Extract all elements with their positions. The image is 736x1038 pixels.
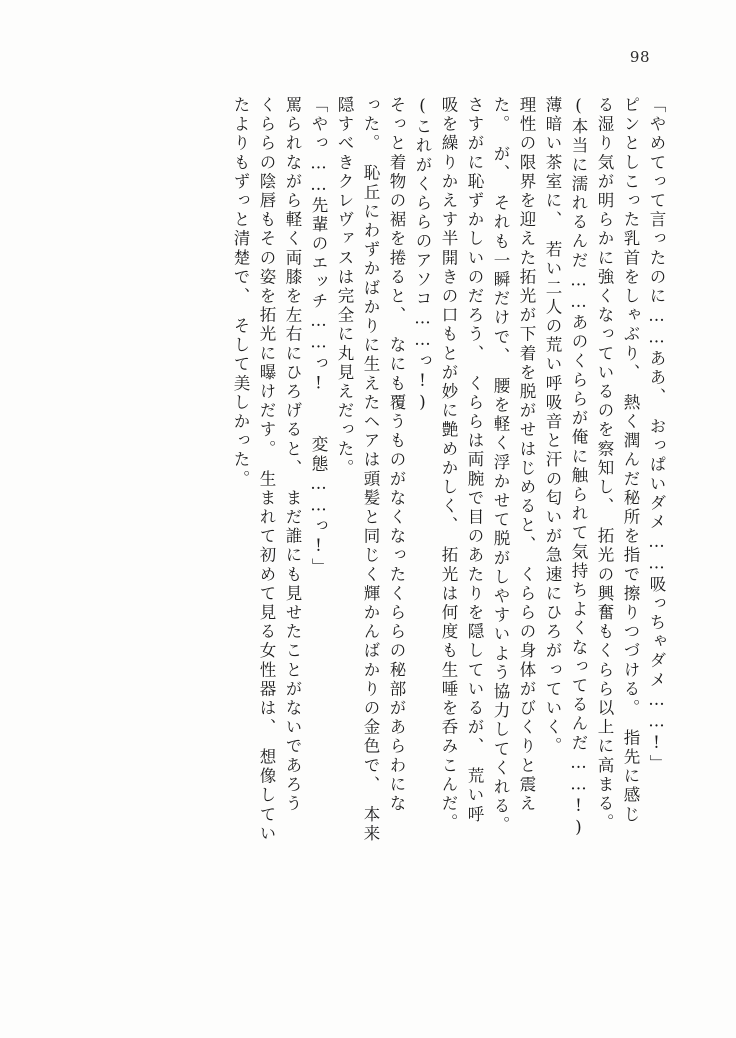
vertical-text-block: [72, 96, 664, 976]
text-line: (これがくららのアソコ……っ!): [413, 96, 432, 415]
text-line: る湿り気が明らかに強くなっているのを察知し、 拓光の興奮もくらら以上に高まる。: [595, 96, 614, 833]
text-line: さすがに恥ずかしいのだろう、 くららは両腕で目のあたりを隠しているが、 荒い呼: [465, 96, 484, 825]
text-line: たよりもずっと清楚で、 そして美しかった。: [231, 96, 250, 489]
text-line: 理性の限界を迎えた拓光が下着を脱がせはじめると、 くららの身体がびくりと震え: [517, 96, 536, 814]
text-line: くららの陰唇もその姿を拓光に曝けだす。 生まれて初めて見る女性器は、 想像してい: [257, 96, 276, 844]
text-line: 罵られながら軽く両膝を左右にひろげると、 まだ誰にも見せたことがないであろう: [283, 96, 302, 814]
text-line: 薄暗い茶室に、 若い二人の荒い呼吸音と汗の匂いが急速にひろがっていく。: [543, 96, 562, 757]
text-line: 「やめてって言ったのに……ああ、 おっぱいダメ……吸っちゃダメ……!」: [647, 96, 666, 774]
page-number: 98: [629, 48, 650, 66]
text-line: 「やっ……先輩のエッチ……っ! 変態……っ!」: [309, 96, 328, 577]
text-line: ピンとしこった乳首をしゃぶり、 熱く潤んだ秘所を指で擦りつづける。 指先に感じ: [621, 96, 640, 825]
text-line: 吸を繰りかえす半開きの口もとが妙に艶めかしく、 拓光は何度も生唾を呑みこんだ。: [439, 96, 458, 833]
text-line: そっと着物の裾を捲ると、 なにも覆うものがなくなったくららの秘部があらわにな: [387, 96, 406, 814]
text-line: 隠すべきクレヴァスは完全に丸見えだった。: [335, 96, 354, 478]
text-line: った。 恥丘にわずかばかりに生えたヘアは頭髪と同じく輝かんばかりの金色で、 本来: [361, 96, 380, 844]
text-line: (本当に濡れるんだ……あのくららが俺に触られて気持ちよくなってるんだ……!): [569, 96, 588, 840]
text-line: た。 が、 それも一瞬だけで、 腰を軽く浮かせて脱がしやすいよう協力してくれる。: [491, 96, 510, 836]
